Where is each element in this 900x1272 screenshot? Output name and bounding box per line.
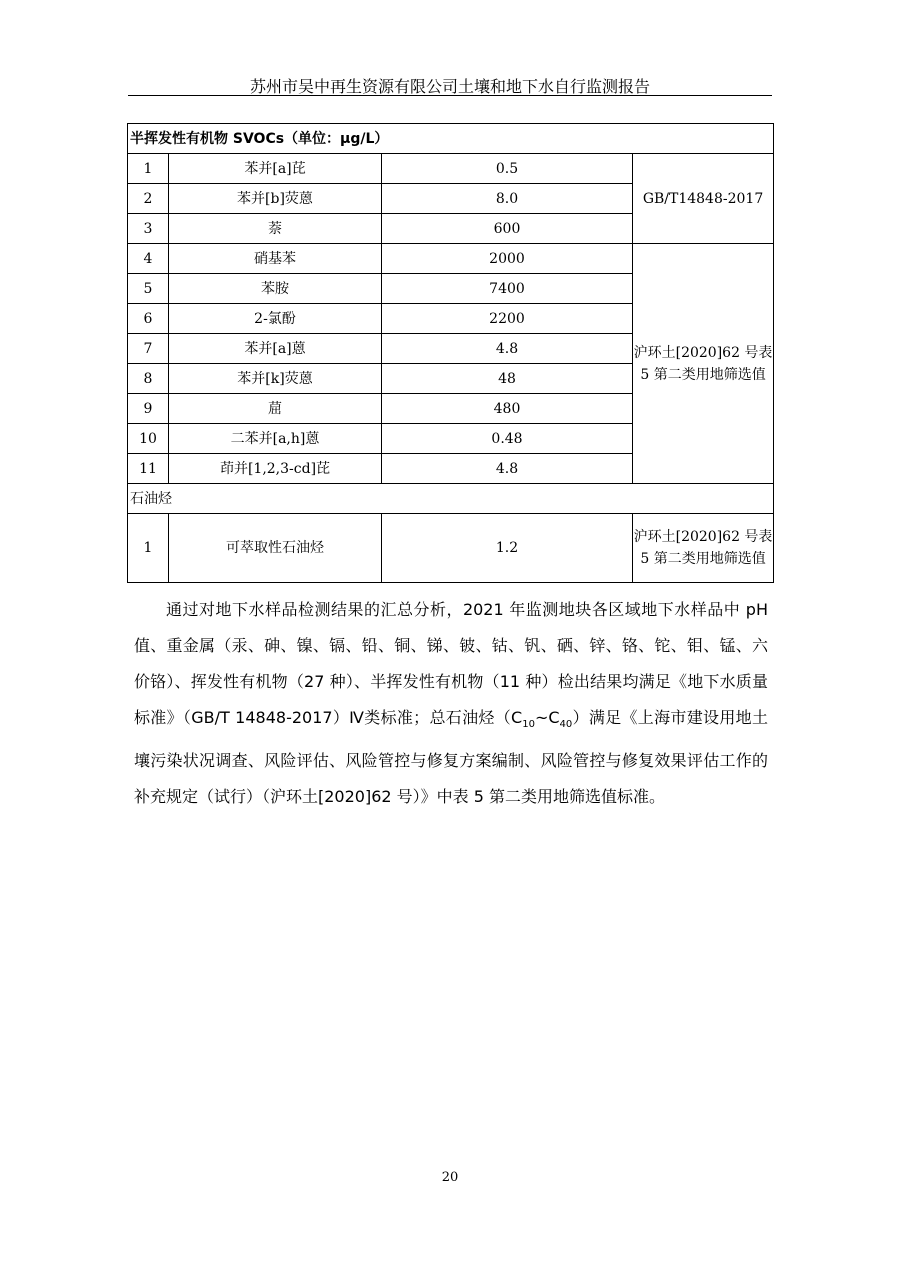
row-number: 1 <box>128 154 169 184</box>
limit-value: 480 <box>382 394 633 424</box>
limit-value: 8.0 <box>382 184 633 214</box>
standards-table <box>127 123 774 583</box>
header-rule <box>128 95 772 96</box>
summary-tilde: ~C <box>534 708 560 727</box>
limit-value: 4.8 <box>382 334 633 364</box>
compound-name: 苯并[b]荧蒽 <box>169 184 382 214</box>
row-number: 2 <box>128 184 169 214</box>
row-number: 7 <box>128 334 169 364</box>
limit-value: 7400 <box>382 274 633 304</box>
table-row <box>128 514 774 583</box>
table-row <box>128 154 774 184</box>
limit-value: 0.5 <box>382 154 633 184</box>
row-number: 5 <box>128 274 169 304</box>
limit-value: 0.48 <box>382 424 633 454</box>
compound-name: 苯并[a]蒽 <box>169 334 382 364</box>
limit-value: 2200 <box>382 304 633 334</box>
row-number: 9 <box>128 394 169 424</box>
limit-value: 600 <box>382 214 633 244</box>
svoc-section-title: 半挥发性有机物 SVOCs（单位：μg/L） <box>128 124 774 154</box>
compound-name: 萘 <box>169 214 382 244</box>
compound-name: 苯胺 <box>169 274 382 304</box>
compound-name: 硝基苯 <box>169 244 382 274</box>
tph-section-title: 石油烃 <box>128 484 774 514</box>
row-number: 10 <box>128 424 169 454</box>
subscript-c40: 40 <box>559 719 573 731</box>
subscript-c10: 10 <box>522 719 535 731</box>
row-number: 4 <box>128 244 169 274</box>
limit-value: 2000 <box>382 244 633 274</box>
standard-hu-cell: 沪环土[2020]62 号表 5 第二类用地筛选值 <box>633 244 774 484</box>
summary-text-1: 通过对地下水样品检测结果的汇总分析，2021 年监测地块各区域地下水样品中 pH 值、重金属（汞、砷、镍、镉、铅、铜、锑、铍、钴、钒、硒、锌、铬、铊、钼、锰、六价铬）、挥发性有机物（27 种）、半挥发性有机物（11 种）检出结果均满足《地下水质量标准》（GB/T 14848-2017）Ⅳ类标准；总石油烃（C <box>134 600 768 727</box>
svoc-section-row <box>128 124 774 154</box>
limit-value: 1.2 <box>382 514 633 583</box>
page-number: 20 <box>441 1170 459 1185</box>
summary-paragraph <box>134 592 768 815</box>
standard-gb-cell: GB/T14848-2017 <box>633 154 774 244</box>
row-number: 6 <box>128 304 169 334</box>
row-number: 1 <box>128 514 169 583</box>
compound-name: 茚并[1,2,3-cd]芘 <box>169 454 382 484</box>
compound-name: 苯并[a]芘 <box>169 154 382 184</box>
compound-name: 二苯并[a,h]蒽 <box>169 424 382 454</box>
compound-name: 䓛 <box>169 394 382 424</box>
compound-name: 2-氯酚 <box>169 304 382 334</box>
compound-name: 可萃取性石油烃 <box>169 514 382 583</box>
row-number: 11 <box>128 454 169 484</box>
page-header-title: 苏州市吴中再生资源有限公司土壤和地下水自行监测报告 <box>249 77 650 96</box>
table-row <box>128 244 774 274</box>
tph-section-row <box>128 484 774 514</box>
limit-value: 48 <box>382 364 633 394</box>
compound-name: 苯并[k]荧蒽 <box>169 364 382 394</box>
limit-value: 4.8 <box>382 454 633 484</box>
row-number: 3 <box>128 214 169 244</box>
standard-hu-cell: 沪环土[2020]62 号表 5 第二类用地筛选值 <box>633 514 774 583</box>
summary-text-2: ）满足《上海市建设用地土壤污染状况调查、风险评估、风险管控与修复方案编制、风险管控与修复效果评估工作的补充规定（试行）（沪环土[2020]62 号）》中表 5 第二类用地筛选值标准。 <box>134 708 768 807</box>
row-number: 8 <box>128 364 169 394</box>
